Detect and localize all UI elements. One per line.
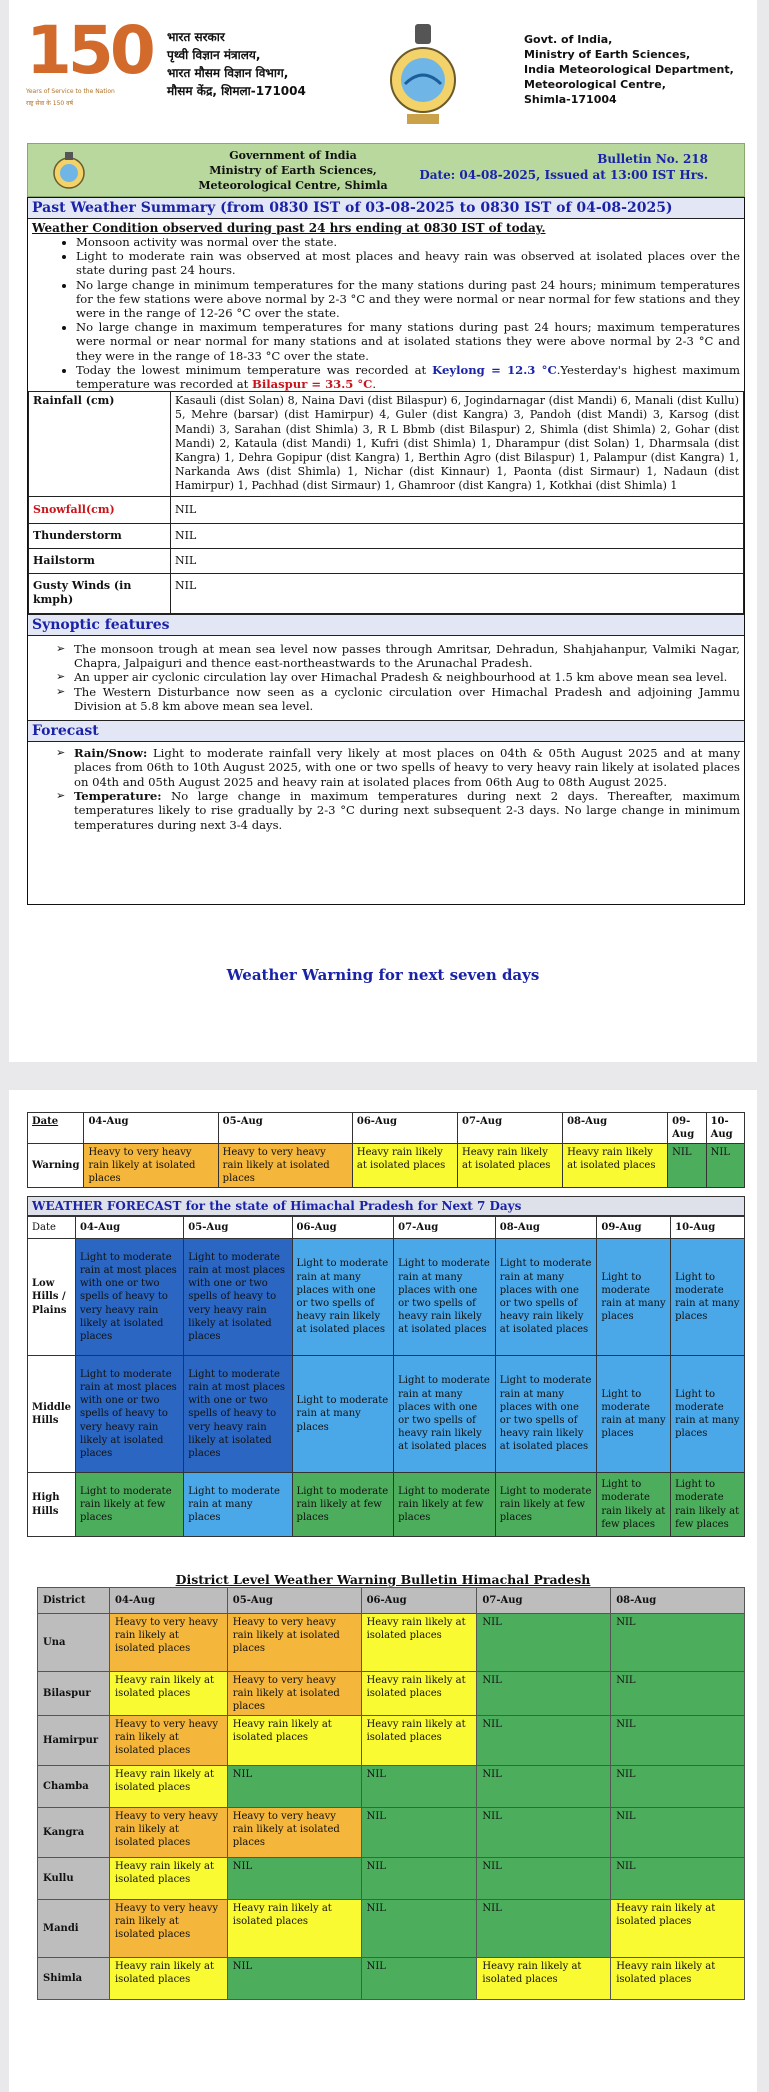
forecast-cell: Light to moderate rain at many places with one or two spells of heavy rain likely at isolated places xyxy=(394,1356,496,1473)
district-warning-cell: Heavy rain likely at isolated places xyxy=(361,1716,477,1766)
district-warning-cell: NIL xyxy=(611,1672,745,1716)
bulletin-header xyxy=(27,143,745,197)
forecast-cell: Light to moderate rain at most places with one or two spells of heavy to very heavy rain likely at isolated places xyxy=(76,1356,184,1473)
table-row xyxy=(28,1144,745,1188)
forecast-cell: Light to moderate rain at many places xyxy=(184,1473,292,1537)
gusty-winds-value: NIL xyxy=(171,574,744,613)
forecast-cell: Light to moderate rain at many places xyxy=(292,1356,394,1473)
table-row xyxy=(28,1239,745,1356)
district-warning-cell: NIL xyxy=(611,1808,745,1858)
logo-tagline: Years of Service to the Nation xyxy=(26,88,115,95)
forecast-cell: Light to moderate rain at many places with one or two spells of heavy rain likely at isolated places xyxy=(495,1239,597,1356)
list-item: • Monsoon activity was normal over the state. xyxy=(76,235,744,249)
warning-cell: NIL xyxy=(668,1144,706,1188)
district-warning-cell: Heavy rain likely at isolated places xyxy=(109,1858,227,1900)
english-line: Govt. of India, xyxy=(524,33,613,46)
date-header: 05-Aug xyxy=(218,1113,352,1144)
letterhead xyxy=(9,0,757,140)
table-row xyxy=(38,1900,745,1958)
list-item xyxy=(58,789,744,832)
date-header: 08-Aug xyxy=(563,1113,668,1144)
observation-table xyxy=(28,391,744,613)
list-item xyxy=(58,746,744,789)
lowest-min-temp: Keylong = 12.3 °C xyxy=(432,362,557,377)
min-temp-text: Today the lowest minimum temperature was recorded at xyxy=(76,362,427,377)
district-warning-cell: NIL xyxy=(361,1858,477,1900)
district-warning-cell: Heavy to very heavy rain likely at isolated places xyxy=(227,1672,361,1716)
forecast-cell: Light to moderate rain likely at few places xyxy=(671,1473,745,1537)
district-warning-cell: NIL xyxy=(361,1766,477,1808)
district-warning-cell: NIL xyxy=(611,1858,745,1900)
forecast-list xyxy=(28,742,744,832)
warning-cell: Heavy rain likely at isolated places xyxy=(563,1144,668,1188)
district-warning-cell: Heavy to very heavy rain likely at isolated places xyxy=(227,1808,361,1858)
table-row xyxy=(29,392,744,496)
date-header: 07-Aug xyxy=(394,1217,496,1239)
list-item: • Light to moderate rain was observed at most places and heavy rain was observed at isolated places over the state during past 24 hours. xyxy=(76,249,744,277)
imd-mini-emblem-icon xyxy=(50,151,88,191)
warning-cell: Heavy rain likely at isolated places xyxy=(457,1144,562,1188)
district-warning-cell: Heavy rain likely at isolated places xyxy=(227,1900,361,1958)
temperature-label: Temperature: xyxy=(74,788,162,803)
district-warning-cell: NIL xyxy=(477,1672,611,1716)
date-header: 07-Aug xyxy=(477,1588,611,1614)
rain-snow-label: Rain/Snow: xyxy=(74,745,148,760)
region-label: High Hills xyxy=(28,1473,76,1537)
warning-cell: NIL xyxy=(706,1144,744,1188)
table-row xyxy=(38,1716,745,1766)
bulletin-page-2 xyxy=(9,1090,757,2092)
forecast-cell: Light to moderate rain at many places xyxy=(671,1356,745,1473)
hindi-line: मौसम केंद्र, शिमला-171004 xyxy=(167,84,306,98)
state-forecast-title: WEATHER FORECAST for the state of Himachal Pradesh for Next 7 Days xyxy=(27,1196,745,1216)
table-row xyxy=(38,1858,745,1900)
district-warning-cell: NIL xyxy=(477,1716,611,1766)
hindi-address xyxy=(167,28,306,100)
district-warning-cell: Heavy to very heavy rain likely at isolated places xyxy=(227,1614,361,1672)
date-header: 08-Aug xyxy=(611,1588,745,1614)
forecast-cell: Light to moderate rain at many places xyxy=(597,1356,671,1473)
district-warning-cell: Heavy rain likely at isolated places xyxy=(361,1672,477,1716)
district-warning-title: District Level Weather Warning Bulletin Himachal Pradesh xyxy=(175,1572,591,1587)
date-header: 10-Aug xyxy=(671,1217,745,1239)
synoptic-heading: Synoptic features xyxy=(28,614,744,636)
past-weather-list xyxy=(28,235,744,391)
district-warning-cell: NIL xyxy=(227,1858,361,1900)
district-rows xyxy=(38,1614,745,2000)
state-forecast-table xyxy=(27,1216,745,1537)
table-row xyxy=(28,1217,745,1239)
english-line: Ministry of Earth Sciences, xyxy=(524,48,691,61)
district-warning-cell: Heavy rain likely at isolated places xyxy=(477,1958,611,2000)
warning-title: Weather Warning for next seven days xyxy=(226,966,540,984)
district-name: Una xyxy=(38,1614,110,1672)
list-item: ➢ The monsoon trough at mean sea level now passes through Amritsar, Dehradun, Shahjahanpur, Valmiki Nagar, Chapra, Jalpaiguri and thence east-northeastwards to the Arunachal Pradesh. xyxy=(58,642,744,671)
table-row xyxy=(28,1473,745,1537)
list-item xyxy=(76,363,744,391)
hindi-line: भारत मौसम विज्ञान विभाग, xyxy=(167,66,289,80)
forecast-cell: Light to moderate rain likely at few places xyxy=(597,1473,671,1537)
table-row xyxy=(28,1113,745,1144)
bulletin-body xyxy=(27,197,745,905)
forecast-cell: Light to moderate rain at many places xyxy=(671,1239,745,1356)
date-header: 05-Aug xyxy=(184,1217,292,1239)
table-row xyxy=(29,574,744,613)
list-item: • No large change in minimum temperatures for the many stations during past 24 hours; minimum temperatures for the few stations were above normal by 2-3 °C and they were normal or near normal for few stations and they were in the range of 12-26 °C over the state. xyxy=(76,278,744,321)
forecast-cell: Light to moderate rain likely at few places xyxy=(76,1473,184,1537)
english-line: India Meteorological Department, xyxy=(524,63,734,76)
date-header: 06-Aug xyxy=(292,1217,394,1239)
imd-emblem-icon xyxy=(377,22,469,130)
district-warning-cell: NIL xyxy=(477,1858,611,1900)
org-line: Meteorological Centre, Shimla xyxy=(198,179,388,192)
table-row xyxy=(38,1588,745,1614)
forecast-cell: Light to moderate rain at most places with one or two spells of heavy to very heavy rain likely at isolated places xyxy=(76,1239,184,1356)
hailstorm-label: Hailstorm xyxy=(29,549,171,574)
district-warning-cell: Heavy rain likely at isolated places xyxy=(109,1672,227,1716)
date-header: 08-Aug xyxy=(495,1217,597,1239)
district-warning-cell: NIL xyxy=(611,1716,745,1766)
district-warning-cell: Heavy to very heavy rain likely at isolated places xyxy=(109,1808,227,1858)
district-warning-cell: Heavy rain likely at isolated places xyxy=(109,1766,227,1808)
date-header: 06-Aug xyxy=(361,1588,477,1614)
rainfall-label: Rainfall (cm) xyxy=(29,392,171,496)
district-name: Mandi xyxy=(38,1900,110,1958)
bulletin-number-block xyxy=(419,151,708,183)
forecast-cell: Light to moderate rain at most places with one or two spells of heavy to very heavy rain likely at isolated places xyxy=(184,1356,292,1473)
district-header: District xyxy=(38,1588,110,1614)
table-row xyxy=(38,1766,745,1808)
date-header: 04-Aug xyxy=(109,1588,227,1614)
logo-150-text: 150 xyxy=(26,12,152,89)
district-warning-cell: NIL xyxy=(477,1614,611,1672)
warning-label: Warning xyxy=(28,1144,84,1188)
date-header: 09-Aug xyxy=(668,1113,706,1144)
warning-cell: Heavy to very heavy rain likely at isolated places xyxy=(84,1144,218,1188)
gusty-winds-label: Gusty Winds (in kmph) xyxy=(29,574,171,613)
list-item: • No large change in maximum temperatures for many stations during past 24 hours; maximum temperatures were normal or near normal for many stations and at isolated stations they were above normal by 2-3 °C and they were in the range of 18-33 °C over the state. xyxy=(76,320,744,363)
logo-tagline-hindi: राष्ट्र सेवा के 150 वर्ष xyxy=(26,100,73,107)
state-forecast-block xyxy=(27,1196,745,1537)
warning-cell: Heavy to very heavy rain likely at isolated places xyxy=(218,1144,352,1188)
district-name: Bilaspur xyxy=(38,1672,110,1716)
snowfall-value: NIL xyxy=(171,496,744,523)
date-header: 05-Aug xyxy=(227,1588,361,1614)
rainfall-value: Kasauli (dist Solan) 8, Naina Davi (dist Bilaspur) 6, Jogindarnagar (dist Mandi) 6, Manali (dist Kullu) 5, Mehre (barsar) (dist Hamirpur) 4, Guler (dist Kangra) 3, Pandoh (dist Mandi) 3, Karsog (dist Mandi) 3, Sarahan (dist Shimla) 3, R L Bbmb (dist Bilaspur) 2, Shimla (dist Shimla) 2, Gohar (dist Mandi) 2, Kataula (dist Mandi) 1, Kufri (dist Shimla) 1, Dharampur (dist Solan) 1, Dharmsala (dist Kangra) 1, Dehra Gopipur (dist Kangra) 1, Berthin Agro (dist Bilaspur) 1, Palampur (dist Kangra) 1, Narkanda Aws (dist Shimla) 1, Nichar (dist Kinnaur) 1, Paonta (dist Sirmaur) 1, Nadaun (dist Hamirpur) 1, Pachhad (dist Sirmaur) 1, Ghamroor (dist Kangra) 1, Kotkhai (dist Shimla) 1 xyxy=(171,392,744,496)
english-line: Shimla-171004 xyxy=(524,93,617,106)
rain-snow-text: Light to moderate rainfall very likely at most places on 04th & 05th August 2025 and at many places from 06th to 10th August 2025, with one or two spells of heavy to very heavy rain likely at isolated places on 04th and 05th August 2025 and heavy rain at isolated places from 06th Aug to 08th August 2025. xyxy=(74,745,741,789)
hailstorm-value: NIL xyxy=(171,549,744,574)
date-header: 06-Aug xyxy=(352,1113,457,1144)
hindi-line: पृथ्वी विज्ञान मंत्रालय, xyxy=(167,48,261,62)
list-item: ➢ The Western Disturbance now seen as a cyclonic circulation over Himachal Pradesh and adjoining Jammu Division at 5.8 km above mean sea level. xyxy=(58,685,744,714)
district-name: Shimla xyxy=(38,1958,110,2000)
forecast-cell: Light to moderate rain at many places with one or two spells of heavy rain likely at isolated places xyxy=(394,1239,496,1356)
date-header: Date xyxy=(28,1217,76,1239)
hindi-line: भारत सरकार xyxy=(167,30,225,44)
district-warning-cell: Heavy rain likely at isolated places xyxy=(361,1614,477,1672)
date-header: 04-Aug xyxy=(84,1113,218,1144)
forecast-cell: Light to moderate rain at most places with one or two spells of heavy to very heavy rain likely at isolated places xyxy=(184,1239,292,1356)
forecast-cell: Light to moderate rain at many places with one or two spells of heavy rain likely at isolated places xyxy=(292,1239,394,1356)
list-item: ➢ An upper air cyclonic circulation lay over Himachal Pradesh & neighbourhood at 1.5 km above mean sea level. xyxy=(58,670,744,684)
district-name: Chamba xyxy=(38,1766,110,1808)
bulletin-date: Date: 04-08-2025, Issued at 13:00 IST Hrs. xyxy=(419,168,708,182)
table-row xyxy=(29,523,744,548)
thunderstorm-label: Thunderstorm xyxy=(29,523,171,548)
district-warning-cell: NIL xyxy=(361,1900,477,1958)
district-warning-cell: NIL xyxy=(227,1958,361,2000)
district-warning-cell: NIL xyxy=(361,1808,477,1858)
table-row xyxy=(38,1808,745,1858)
date-header: 04-Aug xyxy=(76,1217,184,1239)
seven-day-warning-table xyxy=(27,1112,745,1188)
district-name: Hamirpur xyxy=(38,1716,110,1766)
district-warning-cell: NIL xyxy=(611,1766,745,1808)
highest-max-temp: Bilaspur = 33.5 °C xyxy=(252,377,373,392)
bulletin-org xyxy=(198,148,388,193)
warning-cell: Heavy rain likely at isolated places xyxy=(352,1144,457,1188)
region-label: Middle Hills xyxy=(28,1356,76,1473)
district-warning-cell: Heavy rain likely at isolated places xyxy=(109,1958,227,2000)
english-address xyxy=(524,32,734,107)
district-warning-cell: NIL xyxy=(477,1808,611,1858)
date-header: 07-Aug xyxy=(457,1113,562,1144)
period: . xyxy=(372,377,377,392)
temperature-text: No large change in maximum temperatures during next 2 days. Thereafter, maximum temperatures likely to rise gradually by 2-3 °C during next subsequent 2-3 days. No large change in minimum temperatures during next 3-4 days. xyxy=(74,788,741,832)
district-warning-cell: Heavy to very heavy rain likely at isolated places xyxy=(109,1900,227,1958)
bulletin-number: Bulletin No. 218 xyxy=(597,152,708,166)
observed-subheading: Weather Condition observed during past 24 hrs ending at 0830 IST of today. xyxy=(32,221,546,235)
district-warning-cell: Heavy rain likely at isolated places xyxy=(227,1716,361,1766)
org-line: Government of India xyxy=(229,149,357,162)
table-row xyxy=(29,496,744,523)
forecast-heading: Forecast xyxy=(28,720,744,742)
district-warning-cell: NIL xyxy=(477,1900,611,1958)
district-name: Kangra xyxy=(38,1808,110,1858)
district-warning-cell: Heavy to very heavy rain likely at isolated places xyxy=(109,1716,227,1766)
forecast-cell: Light to moderate rain likely at few places xyxy=(292,1473,394,1537)
date-header: Date xyxy=(28,1113,84,1144)
district-warning-cell: Heavy rain likely at isolated places xyxy=(611,1900,745,1958)
region-label: Low Hills / Plains xyxy=(28,1239,76,1356)
district-warning-cell: Heavy to very heavy rain likely at isolated places xyxy=(109,1614,227,1672)
table-row xyxy=(28,1356,745,1473)
table-row xyxy=(38,1672,745,1716)
table-row xyxy=(38,1614,745,1672)
table-row xyxy=(38,1958,745,2000)
max-temp-text: .Yesterday's highest maximum temperature was recorded at xyxy=(76,362,740,392)
forecast-cell: Light to moderate rain likely at few places xyxy=(394,1473,496,1537)
forecast-cell: Light to moderate rain at many places with one or two spells of heavy rain likely at isolated places xyxy=(495,1356,597,1473)
forecast-cell: Light to moderate rain at many places xyxy=(597,1239,671,1356)
district-warning-cell: Heavy rain likely at isolated places xyxy=(611,1958,745,2000)
district-warning-cell: NIL xyxy=(477,1766,611,1808)
district-name: Kullu xyxy=(38,1858,110,1900)
synoptic-list xyxy=(28,636,744,720)
date-header: 09-Aug xyxy=(597,1217,671,1239)
past-weather-heading: Past Weather Summary (from 0830 IST of 03-08-2025 to 0830 IST of 04-08-2025) xyxy=(28,198,744,219)
table-row xyxy=(29,549,744,574)
district-warning-cell: NIL xyxy=(361,1958,477,2000)
imd-150-years-logo xyxy=(26,12,152,128)
district-warning-cell: NIL xyxy=(611,1614,745,1672)
forecast-cell: Light to moderate rain likely at few places xyxy=(495,1473,597,1537)
thunderstorm-value: NIL xyxy=(171,523,744,548)
snowfall-label: Snowfall(cm) xyxy=(29,496,171,523)
org-line: Ministry of Earth Sciences, xyxy=(209,164,377,177)
district-warning-cell: NIL xyxy=(227,1766,361,1808)
english-line: Meteorological Centre, xyxy=(524,78,666,91)
bulletin-page-1 xyxy=(9,0,757,1062)
date-header: 10-Aug xyxy=(706,1113,744,1144)
district-warning-table xyxy=(37,1587,745,2000)
